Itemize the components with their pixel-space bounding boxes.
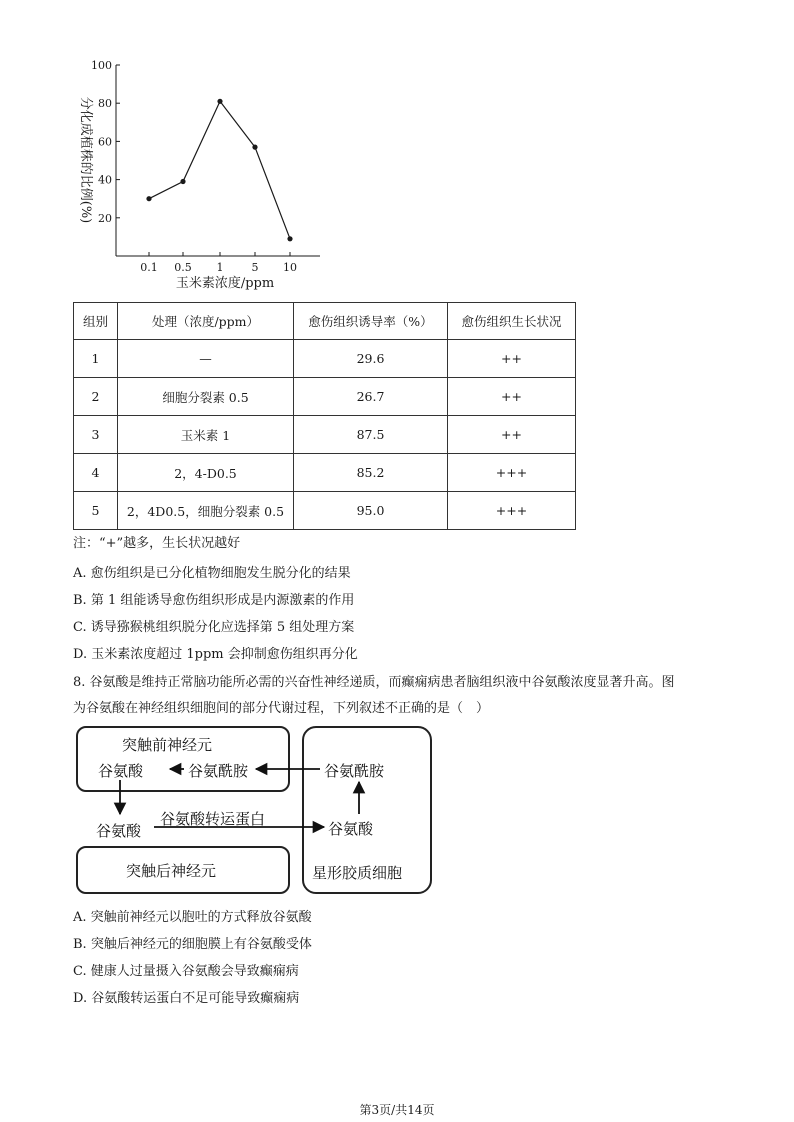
astro-glutamate-label: 谷氨酸 <box>328 820 374 838</box>
y-tick-labels <box>91 59 112 225</box>
astro-glutamine-label: 谷氨酰胺 <box>324 762 385 780</box>
astrocyte-label: 星形胶质细胞 <box>312 864 403 882</box>
q7-option-d: D. 玉米素浓度超过 1ppm 会抑制愈伤组织再分化 <box>73 647 358 662</box>
series-line <box>149 101 290 239</box>
x-tick-labels <box>140 261 297 274</box>
table-cell: — <box>118 340 294 378</box>
pre-glutamine-label: 谷氨酰胺 <box>188 762 249 780</box>
data-point <box>217 99 222 104</box>
table-row <box>74 378 576 416</box>
table-row <box>74 454 576 492</box>
x-tick-label: 10 <box>283 261 297 274</box>
table-header-row <box>74 303 576 340</box>
post-neuron-label: 突触后神经元 <box>126 862 217 880</box>
x-tick-label: 5 <box>251 261 259 274</box>
table-cell: 4 <box>74 454 118 492</box>
table-row <box>74 416 576 454</box>
table-cell: ++ <box>448 416 576 454</box>
y-tick-label: 100 <box>91 59 112 72</box>
table-cell: 3 <box>74 416 118 454</box>
data-point <box>146 196 151 201</box>
table-cell: 87.5 <box>294 416 448 454</box>
page-footer: 第3页/共14页 <box>359 1103 435 1117</box>
table-note: 注：“+”越多，生长状况越好 <box>73 536 241 551</box>
pre-glutamate-label: 谷氨酸 <box>98 762 144 780</box>
table-cell: ++ <box>448 340 576 378</box>
line-chart <box>70 55 340 295</box>
table-cell: ++ <box>448 378 576 416</box>
table-row <box>74 492 576 530</box>
y-tick-label: 60 <box>98 135 112 149</box>
q7-option-a: A. 愈伤组织是已分化植物细胞发生脱分化的结果 <box>73 566 351 581</box>
q7-option-c: C. 诱导猕猴桃组织脱分化应选择第 5 组处理方案 <box>73 620 355 635</box>
table-cell: 85.2 <box>294 454 448 492</box>
x-tick-label: 0.1 <box>140 261 158 274</box>
y-tick-label: 80 <box>98 97 112 111</box>
table-cell: +++ <box>448 492 576 530</box>
data-point <box>287 236 292 241</box>
col-header-induction-rate: 愈伤组织诱导率（%） <box>294 303 448 340</box>
x-axis-label: 玉米素浓度/ppm <box>175 276 275 291</box>
data-point <box>180 179 185 184</box>
diagram-arrows <box>70 720 440 900</box>
chart-axes <box>116 65 320 256</box>
table-cell: 细胞分裂素 0.5 <box>118 378 294 416</box>
table-cell: +++ <box>448 454 576 492</box>
table-cell: 2，4-D0.5 <box>118 454 294 492</box>
data-points <box>146 99 292 242</box>
q8-option-b: B. 突触后神经元的细胞膜上有谷氨酸受体 <box>73 937 312 952</box>
col-header-group: 组别 <box>74 303 118 340</box>
q8-stem-line2: 为谷氨酸在神经组织细胞间的部分代谢过程，下列叙述不正确的是（ ） <box>73 701 490 716</box>
table-cell: 95.0 <box>294 492 448 530</box>
table-cell: 2，4D0.5，细胞分裂素 0.5 <box>118 492 294 530</box>
table-cell: 2 <box>74 378 118 416</box>
y-axis-label: 分化成植株的比例(%) <box>78 96 93 224</box>
table-cell: 玉米素 1 <box>118 416 294 454</box>
q8-stem-line1: 8. 谷氨酸是维持正常脑功能所必需的兴奋性神经递质，而癫痫病患者脑组织液中谷氨酸浓度显著升高。图 <box>73 675 675 690</box>
x-tick-label: 0.5 <box>174 261 192 274</box>
q7-option-b: B. 第 1 组能诱导愈伤组织形成是内源激素的作用 <box>73 593 355 608</box>
cleft-glutamate-label: 谷氨酸 <box>96 822 142 840</box>
table-cell: 29.6 <box>294 340 448 378</box>
y-tick-label: 20 <box>98 211 112 225</box>
col-header-treatment: 处理（浓度/ppm） <box>118 303 294 340</box>
q8-option-d: D. 谷氨酸转运蛋白不足可能导致癫痫病 <box>73 991 300 1006</box>
pre-neuron-label: 突触前神经元 <box>122 736 213 754</box>
table-cell: 1 <box>74 340 118 378</box>
table-cell: 26.7 <box>294 378 448 416</box>
table-cell: 5 <box>74 492 118 530</box>
transporter-label: 谷氨酸转运蛋白 <box>160 810 266 828</box>
x-tick-label: 1 <box>216 261 224 274</box>
results-table <box>73 302 576 530</box>
y-tick-label: 40 <box>98 173 112 187</box>
table-row <box>74 340 576 378</box>
data-point <box>252 145 257 150</box>
q8-option-a: A. 突触前神经元以胞吐的方式释放谷氨酸 <box>73 910 312 925</box>
glutamate-metabolism-diagram <box>70 720 440 900</box>
col-header-growth: 愈伤组织生长状况 <box>448 303 576 340</box>
q8-option-c: C. 健康人过量摄入谷氨酸会导致癫痫病 <box>73 964 299 979</box>
